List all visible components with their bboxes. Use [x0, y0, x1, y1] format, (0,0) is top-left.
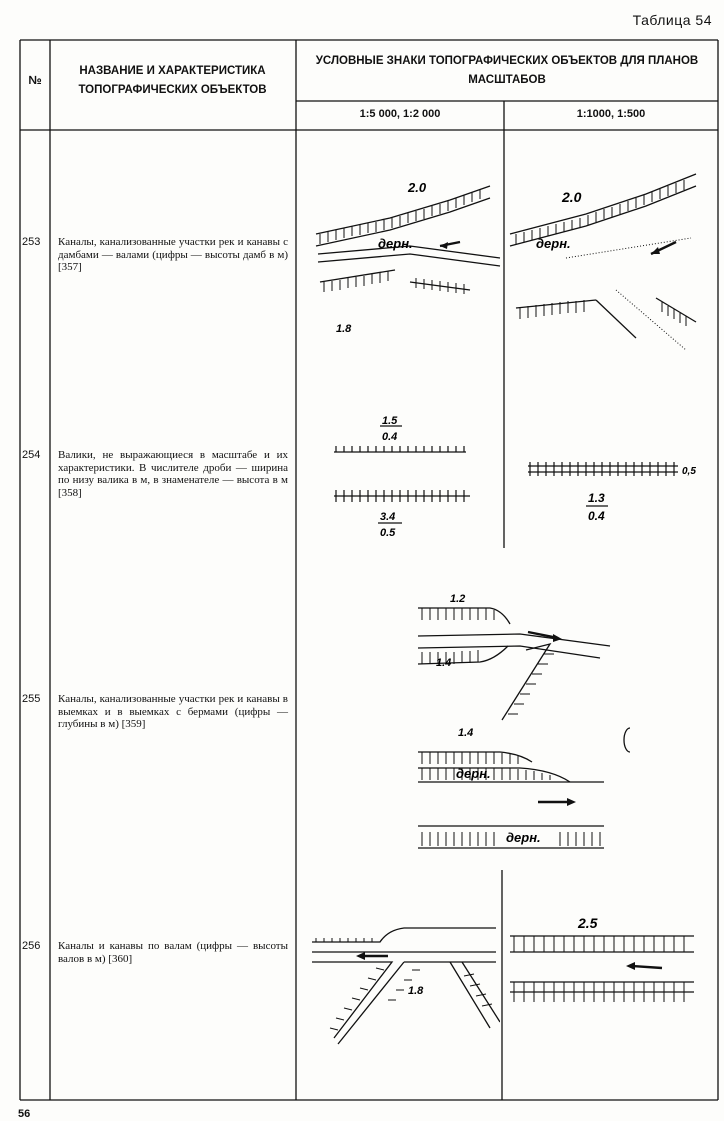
sign-255-turf-label-1: дерн.	[456, 766, 491, 781]
row-254-description: Валики, не выражающиеся в масштабе и их характеристики. В числителе дроби — ширина по низу валика в м, в знаменателе — высота в м [358]	[58, 449, 288, 499]
sign-253-s2-top-label: 2.0	[562, 189, 582, 205]
header-scale-5000: 1:5 000, 1:2 000	[359, 108, 441, 120]
row-253-number: 253	[22, 236, 41, 248]
sign-253-s2-turf-label: дерн.	[536, 236, 571, 251]
sign-254-scale-5000	[300, 410, 504, 540]
sign-253-s1-turf-label: дерн.	[378, 236, 413, 251]
header-number: №	[28, 73, 42, 87]
sign-254-s2-side-label: 0,5	[682, 466, 696, 477]
sign-253-scale-5000	[300, 150, 504, 350]
header-scale-1000: 1:1000, 1:500	[576, 108, 646, 120]
sign-255-top2-label: 1.4	[458, 727, 474, 739]
table-caption: Таблица 54	[632, 12, 712, 28]
sign-254-s1-num2: 3.4	[380, 511, 396, 523]
sign-253-scale-1000	[506, 150, 716, 350]
row-255-description: Каналы, канализованные участки рек и канавы в выемках и в выемках с бермами (цифры — глубины в м) [359]	[58, 693, 288, 730]
row-256-number: 256	[22, 940, 41, 952]
sign-255	[410, 590, 630, 860]
row-256-description: Каналы и канавы по валам (цифры — высоты валов в м) [360]	[58, 940, 288, 965]
sign-253-s1-bottom-label: 1.8	[336, 323, 352, 335]
sign-256-s1-label: 1.8	[408, 985, 424, 997]
sign-256-s2-label: 2.5	[578, 915, 598, 931]
sign-256-scale-5000	[300, 910, 500, 1050]
sign-254-scale-1000	[506, 440, 716, 530]
sign-254-s1-num1: 1.5	[382, 415, 398, 427]
row-255-number: 255	[22, 693, 41, 705]
sign-253-s1-top-label: 2.0	[408, 180, 427, 195]
row-253-description: Каналы, канализованные участки рек и канавы с дамбами — валами (цифры — высоты дамб в м) [357]	[58, 236, 288, 273]
page-number: 56	[18, 1108, 31, 1120]
sign-256-scale-1000	[504, 910, 716, 1030]
sign-255-bot1-label: 1.4	[436, 657, 452, 669]
sign-255-turf-label-2: дерн.	[506, 830, 541, 845]
sign-254-s1-den1: 0.4	[382, 431, 398, 443]
sign-255-top1-label: 1.2	[450, 593, 466, 605]
sign-254-s1-den2: 0.5	[380, 527, 396, 539]
row-254-number: 254	[22, 449, 41, 461]
sign-254-s2-num: 1.3	[588, 491, 605, 505]
sign-254-s2-den: 0.4	[588, 509, 605, 523]
header-name: НАЗВАНИЕ И ХАРАКТЕРИСТИКА ТОПОГРАФИЧЕСКИХ ОБЪЕКТОВ	[78, 65, 267, 96]
header-signs: УСЛОВНЫЕ ЗНАКИ ТОПОГРАФИЧЕСКИХ ОБЪЕКТОВ ДЛЯ ПЛАНОВ МАСШТАБОВ	[315, 55, 699, 86]
